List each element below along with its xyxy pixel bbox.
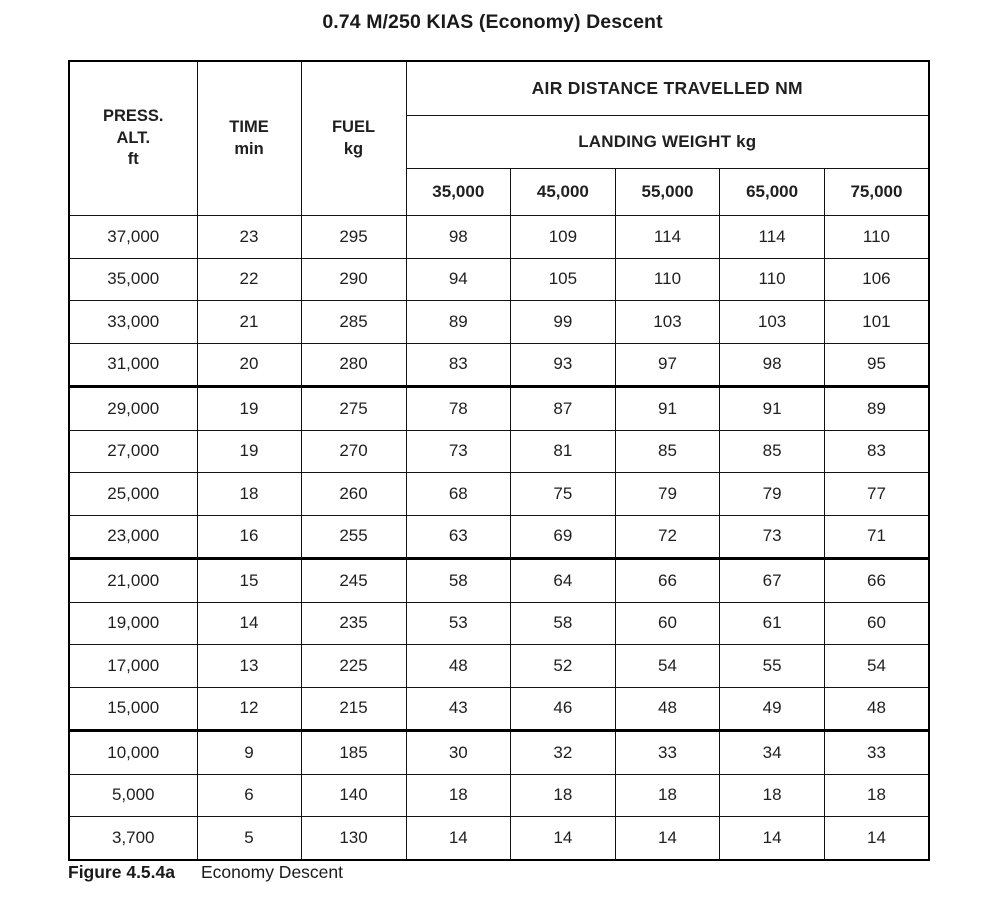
time-line-1: TIME (229, 117, 269, 136)
cell-air-distance: 83 (824, 430, 929, 473)
cell-air-distance: 77 (824, 473, 929, 516)
cell-fuel: 270 (301, 430, 406, 473)
performance-table-container (68, 60, 928, 861)
cell-air-distance: 71 (824, 515, 929, 559)
cell-pressure-altitude: 3,700 (69, 817, 197, 860)
table-row (69, 515, 929, 559)
cell-fuel: 260 (301, 473, 406, 516)
table-row (69, 430, 929, 473)
cell-air-distance: 52 (511, 645, 616, 688)
table-row (69, 301, 929, 344)
cell-air-distance: 114 (615, 216, 720, 259)
press-alt-line-3: ft (127, 150, 139, 169)
cell-air-distance: 85 (615, 430, 720, 473)
cell-air-distance: 109 (511, 216, 616, 259)
cell-air-distance: 79 (615, 473, 720, 516)
cell-fuel: 290 (301, 258, 406, 301)
cell-air-distance: 114 (720, 216, 825, 259)
table-body (69, 216, 929, 860)
cell-pressure-altitude: 27,000 (69, 430, 197, 473)
cell-air-distance: 32 (511, 731, 616, 775)
table-row (69, 387, 929, 431)
figure-description: Economy Descent (201, 862, 344, 882)
cell-time: 13 (197, 645, 301, 688)
cell-pressure-altitude: 31,000 (69, 343, 197, 387)
cell-fuel: 215 (301, 687, 406, 731)
cell-pressure-altitude: 33,000 (69, 301, 197, 344)
cell-pressure-altitude: 5,000 (69, 774, 197, 817)
cell-air-distance: 14 (406, 817, 511, 860)
cell-pressure-altitude: 19,000 (69, 602, 197, 645)
cell-fuel: 295 (301, 216, 406, 259)
cell-air-distance: 73 (406, 430, 511, 473)
cell-fuel: 130 (301, 817, 406, 860)
cell-air-distance: 73 (720, 515, 825, 559)
table-row (69, 258, 929, 301)
cell-fuel: 235 (301, 602, 406, 645)
cell-time: 20 (197, 343, 301, 387)
cell-air-distance: 103 (720, 301, 825, 344)
cell-time: 19 (197, 430, 301, 473)
cell-air-distance: 48 (824, 687, 929, 731)
cell-time: 6 (197, 774, 301, 817)
column-header-weight-55000: 55,000 (615, 169, 720, 216)
table-row (69, 559, 929, 603)
cell-air-distance: 91 (615, 387, 720, 431)
cell-air-distance: 43 (406, 687, 511, 731)
cell-pressure-altitude: 25,000 (69, 473, 197, 516)
cell-air-distance: 48 (615, 687, 720, 731)
cell-time: 19 (197, 387, 301, 431)
column-header-weight-45000: 45,000 (511, 169, 616, 216)
cell-air-distance: 33 (824, 731, 929, 775)
fuel-line-2: kg (343, 139, 364, 158)
cell-air-distance: 46 (511, 687, 616, 731)
cell-air-distance: 75 (511, 473, 616, 516)
cell-fuel: 285 (301, 301, 406, 344)
cell-air-distance: 79 (720, 473, 825, 516)
cell-air-distance: 97 (615, 343, 720, 387)
cell-air-distance: 49 (720, 687, 825, 731)
cell-air-distance: 110 (824, 216, 929, 259)
cell-air-distance: 61 (720, 602, 825, 645)
cell-air-distance: 94 (406, 258, 511, 301)
cell-air-distance: 66 (615, 559, 720, 603)
cell-fuel: 225 (301, 645, 406, 688)
cell-time: 9 (197, 731, 301, 775)
cell-air-distance: 60 (824, 602, 929, 645)
cell-pressure-altitude: 37,000 (69, 216, 197, 259)
cell-air-distance: 78 (406, 387, 511, 431)
cell-pressure-altitude: 29,000 (69, 387, 197, 431)
cell-air-distance: 110 (615, 258, 720, 301)
cell-air-distance: 14 (824, 817, 929, 860)
cell-air-distance: 63 (406, 515, 511, 559)
table-header (69, 61, 929, 216)
time-line-2: min (234, 139, 264, 158)
cell-air-distance: 14 (511, 817, 616, 860)
cell-air-distance: 18 (720, 774, 825, 817)
press-alt-line-2: ALT. (116, 128, 151, 147)
cell-air-distance: 81 (511, 430, 616, 473)
cell-pressure-altitude: 35,000 (69, 258, 197, 301)
cell-air-distance: 58 (511, 602, 616, 645)
cell-air-distance: 106 (824, 258, 929, 301)
cell-air-distance: 69 (511, 515, 616, 559)
cell-air-distance: 89 (406, 301, 511, 344)
table-row (69, 343, 929, 387)
cell-fuel: 255 (301, 515, 406, 559)
cell-air-distance: 60 (615, 602, 720, 645)
column-header-time (197, 61, 301, 216)
column-header-weight-75000: 75,000 (824, 169, 929, 216)
cell-air-distance: 34 (720, 731, 825, 775)
cell-air-distance: 18 (511, 774, 616, 817)
cell-fuel: 280 (301, 343, 406, 387)
cell-air-distance: 64 (511, 559, 616, 603)
table-row (69, 731, 929, 775)
cell-fuel: 245 (301, 559, 406, 603)
cell-air-distance: 18 (824, 774, 929, 817)
cell-air-distance: 101 (824, 301, 929, 344)
table-row (69, 473, 929, 516)
cell-air-distance: 18 (615, 774, 720, 817)
cell-air-distance: 54 (615, 645, 720, 688)
column-group-header-landing-weight: LANDING WEIGHT kg (406, 116, 929, 169)
column-group-header-air-distance: AIR DISTANCE TRAVELLED NM (406, 61, 929, 116)
table-row (69, 817, 929, 860)
cell-time: 5 (197, 817, 301, 860)
table-row (69, 602, 929, 645)
cell-air-distance: 54 (824, 645, 929, 688)
press-alt-line-1: PRESS. (102, 106, 164, 125)
table-row (69, 687, 929, 731)
cell-time: 18 (197, 473, 301, 516)
cell-air-distance: 55 (720, 645, 825, 688)
cell-air-distance: 68 (406, 473, 511, 516)
cell-air-distance: 30 (406, 731, 511, 775)
cell-pressure-altitude: 15,000 (69, 687, 197, 731)
page-title: 0.74 M/250 KIAS (Economy) Descent (322, 11, 663, 33)
cell-air-distance: 89 (824, 387, 929, 431)
cell-fuel: 185 (301, 731, 406, 775)
cell-time: 15 (197, 559, 301, 603)
cell-air-distance: 33 (615, 731, 720, 775)
figure-number: Figure 4.5.4a (68, 862, 175, 882)
cell-air-distance: 48 (406, 645, 511, 688)
cell-fuel: 140 (301, 774, 406, 817)
column-header-press-alt (69, 61, 197, 216)
figure-caption (68, 862, 343, 883)
cell-pressure-altitude: 23,000 (69, 515, 197, 559)
cell-time: 23 (197, 216, 301, 259)
header-row-band (69, 61, 929, 116)
column-header-weight-35000: 35,000 (406, 169, 511, 216)
cell-air-distance: 99 (511, 301, 616, 344)
cell-air-distance: 14 (720, 817, 825, 860)
table-row (69, 216, 929, 259)
cell-air-distance: 72 (615, 515, 720, 559)
cell-air-distance: 58 (406, 559, 511, 603)
cell-air-distance: 83 (406, 343, 511, 387)
cell-air-distance: 85 (720, 430, 825, 473)
cell-air-distance: 103 (615, 301, 720, 344)
cell-air-distance: 105 (511, 258, 616, 301)
cell-air-distance: 98 (720, 343, 825, 387)
fuel-line-1: FUEL (331, 117, 376, 136)
cell-air-distance: 93 (511, 343, 616, 387)
cell-time: 22 (197, 258, 301, 301)
table-row (69, 645, 929, 688)
cell-air-distance: 110 (720, 258, 825, 301)
economy-descent-table (68, 60, 930, 861)
cell-air-distance: 14 (615, 817, 720, 860)
cell-air-distance: 53 (406, 602, 511, 645)
cell-air-distance: 67 (720, 559, 825, 603)
cell-pressure-altitude: 10,000 (69, 731, 197, 775)
cell-air-distance: 98 (406, 216, 511, 259)
table-row (69, 774, 929, 817)
cell-air-distance: 18 (406, 774, 511, 817)
column-header-fuel (301, 61, 406, 216)
cell-pressure-altitude: 21,000 (69, 559, 197, 603)
cell-time: 12 (197, 687, 301, 731)
cell-time: 14 (197, 602, 301, 645)
cell-pressure-altitude: 17,000 (69, 645, 197, 688)
column-header-weight-65000: 65,000 (720, 169, 825, 216)
cell-air-distance: 91 (720, 387, 825, 431)
cell-air-distance: 87 (511, 387, 616, 431)
cell-air-distance: 95 (824, 343, 929, 387)
cell-time: 16 (197, 515, 301, 559)
cell-fuel: 275 (301, 387, 406, 431)
cell-air-distance: 66 (824, 559, 929, 603)
cell-time: 21 (197, 301, 301, 344)
